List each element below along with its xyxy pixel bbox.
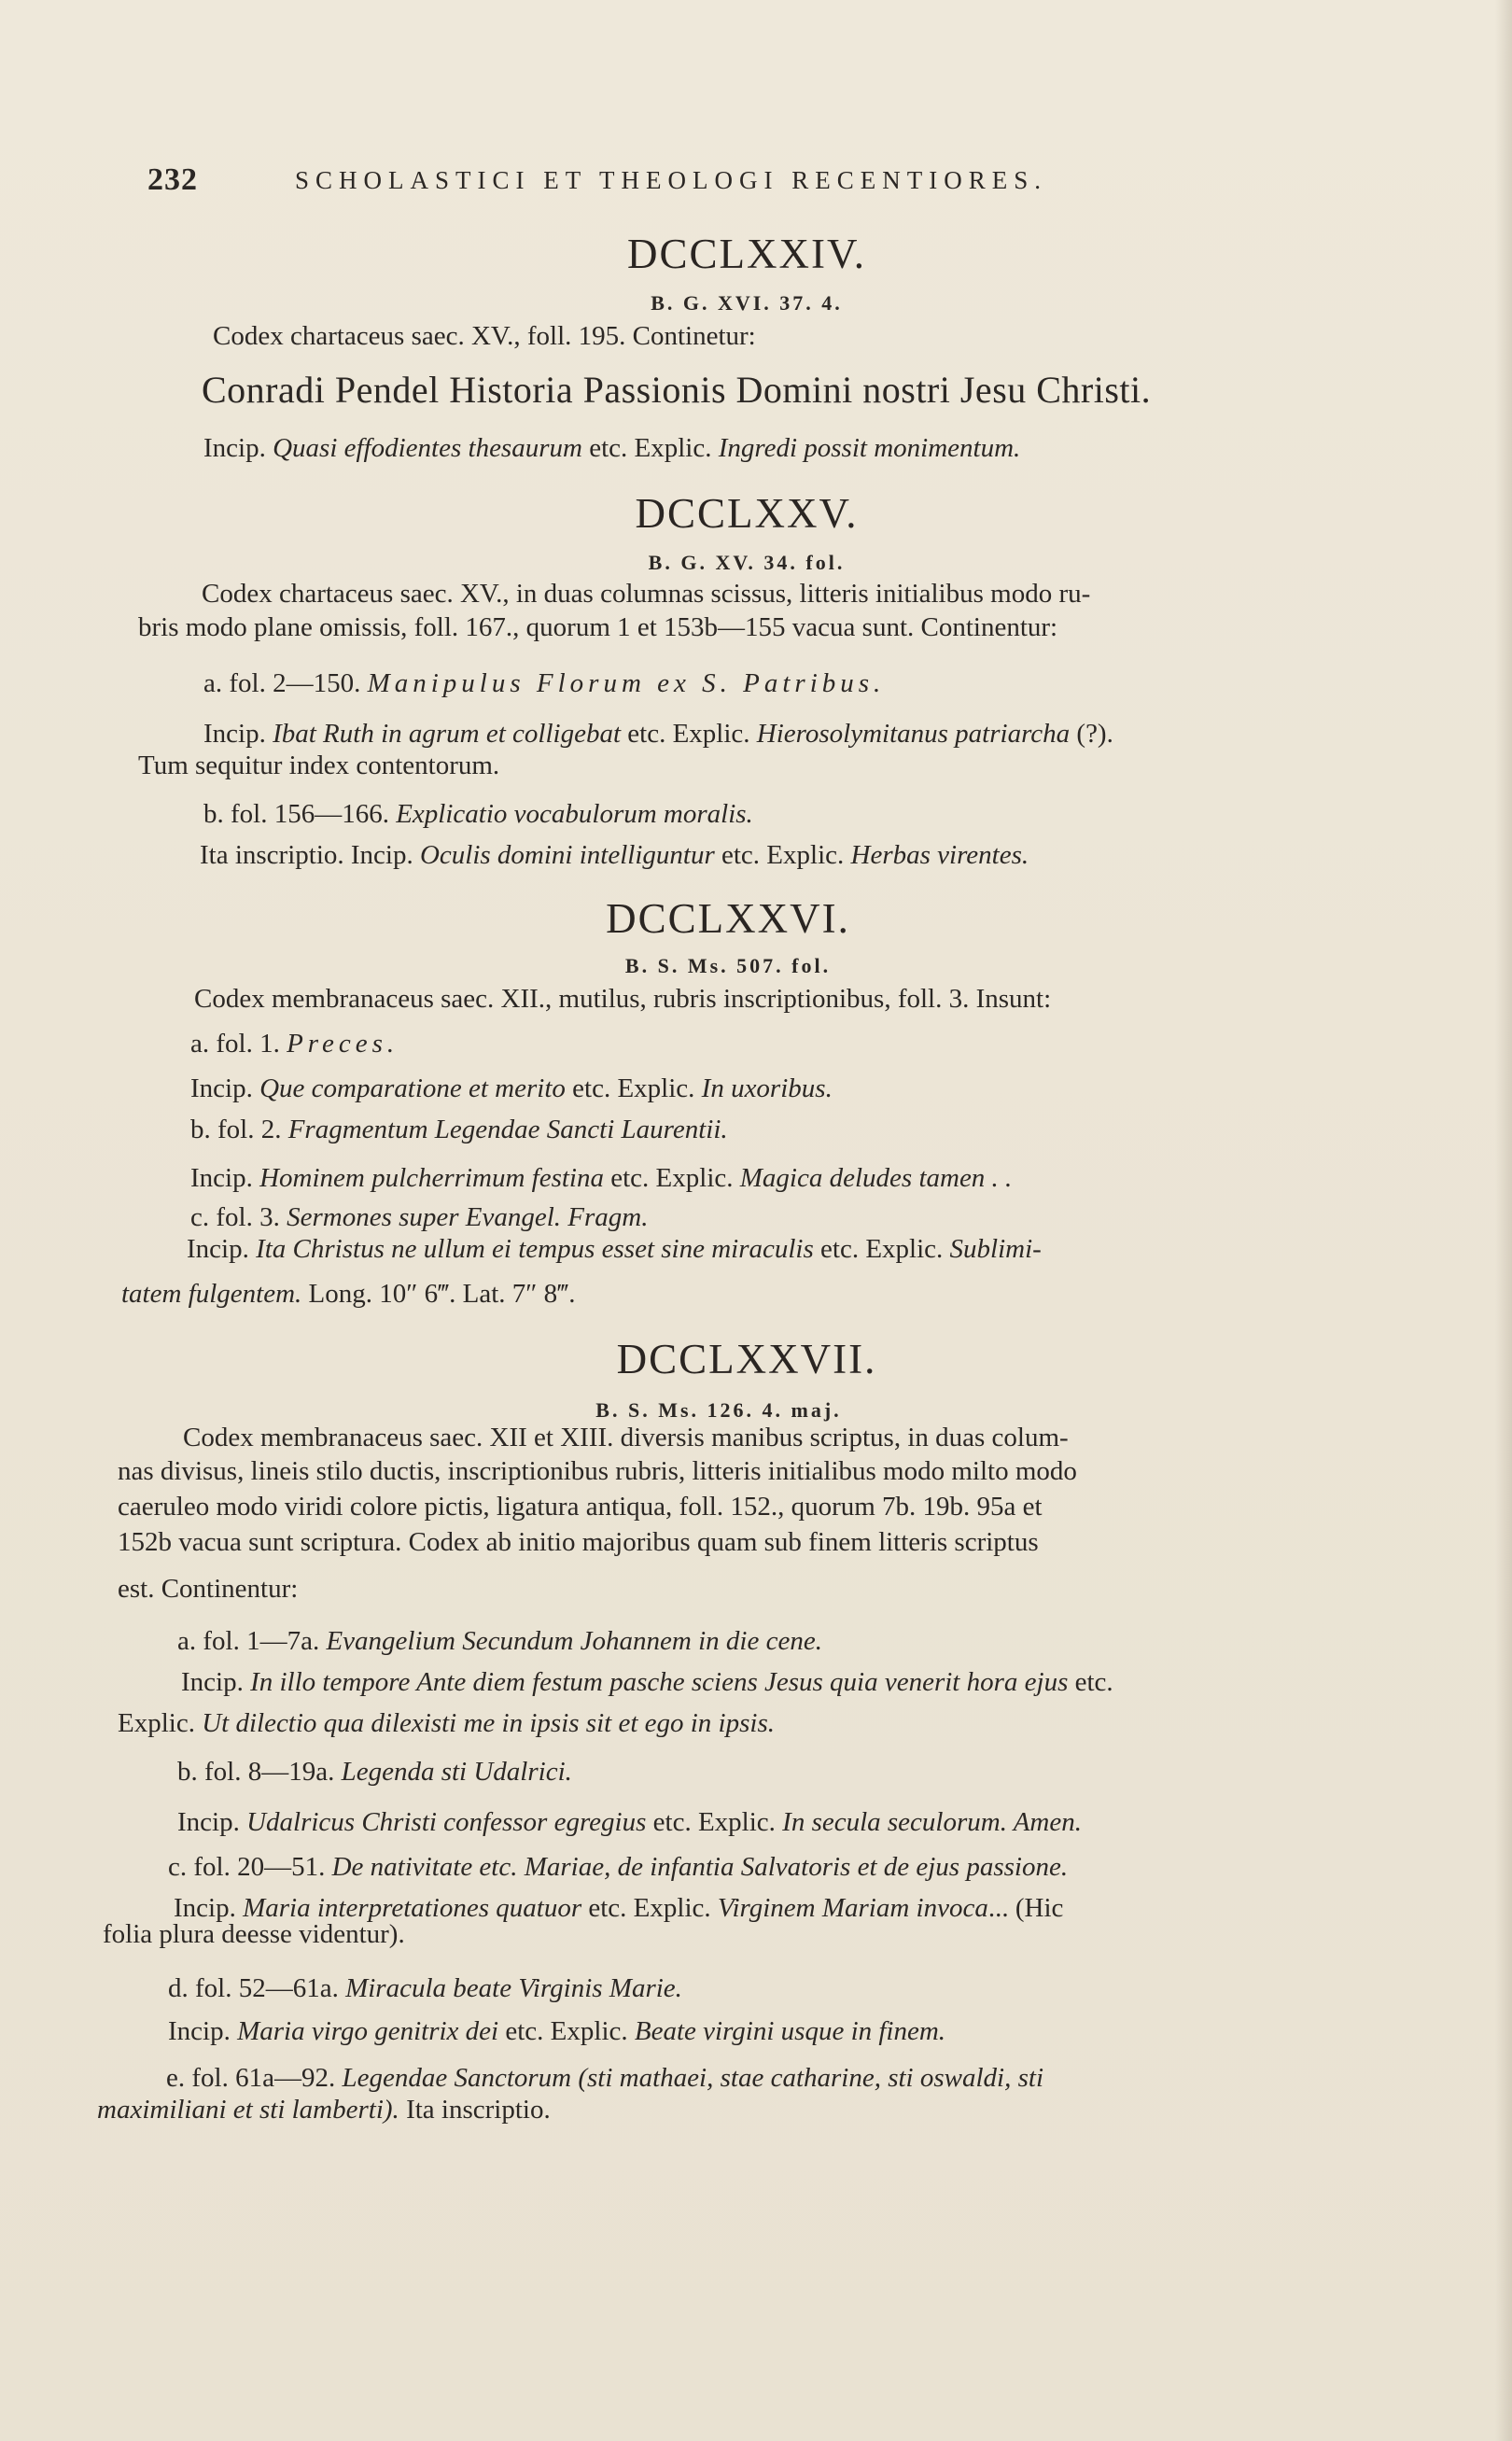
incipit-line: Incip. Maria interpretationes quatuor etc. Explic. Virginem Mariam invoca... (Hic — [174, 1893, 1064, 1923]
entry-line: bris modo plane omissis, foll. 167., quorum 1 et 153b—155 vacua sunt. Continentur: — [138, 612, 1058, 642]
section-line: a. fol. 1—7a. Evangelium Secundum Johannem in die cene. — [177, 1626, 822, 1656]
entry-line: Codex membranaceus saec. XII., mutilus, rubris inscriptionibus, foll. 3. Insunt: — [194, 984, 1052, 1014]
entry-line: maximiliani et sti lamberti). Ita inscriptio. — [97, 2095, 551, 2125]
shelfmark: B. G. XVI. 37. 4. — [651, 291, 843, 315]
section-line: b. fol. 8—19a. Legenda sti Udalrici. — [177, 1757, 572, 1787]
page-number: 232 — [147, 162, 198, 197]
incipit-line: Incip. Udalricus Christi confessor egregius etc. Explic. In secula seculorum. Amen. — [177, 1807, 1082, 1837]
entry-line: tatem fulgentem. Long. 10″ 6‴. Lat. 7″ 8‴. — [121, 1279, 576, 1309]
incipit-line: Incip. In illo tempore Ante diem festum pasche sciens Jesus quia venerit hora ejus etc. — [181, 1667, 1113, 1697]
page-edge-shadow — [1495, 0, 1512, 2441]
entry-line: Codex chartaceus saec. XV., foll. 195. Continetur: — [213, 321, 756, 351]
section-line: a. fol. 2—150. Manipulus Florum ex S. Patribus. — [203, 668, 886, 698]
incipit-line: Incip. Que comparatione et merito etc. Explic. In uxoribus. — [190, 1073, 833, 1103]
incipit-line: Incip. Quasi effodientes thesaurum etc. Explic. Ingredi possit monimentum. — [203, 433, 1021, 463]
section-line: b. fol. 156—166. Explicatio vocabulorum moralis. — [203, 799, 753, 829]
incipit-line: Incip. Ita Christus ne ullum ei tempus esset sine miraculis etc. Explic. Sublimi- — [187, 1234, 1042, 1264]
entry-line: nas divisus, lineis stilo ductis, inscriptionibus rubris, litteris initialibus modo milto modo — [118, 1456, 1077, 1486]
incipit-line: Incip. Hominem pulcherrimum festina etc. Explic. Magica deludes tamen . . — [190, 1163, 1013, 1193]
entry-line: Tum sequitur index contentorum. — [138, 751, 500, 780]
section-line: c. fol. 20—51. De nativitate etc. Mariae, de infantia Salvatoris et de ejus passione. — [168, 1852, 1069, 1882]
entry-line: Codex chartaceus saec. XV., in duas columnas scissus, litteris initialibus modo ru- — [202, 579, 1091, 609]
incipit-line: Incip. Maria virgo genitrix dei etc. Explic. Beate virgini usque in finem. — [168, 2016, 946, 2046]
incipit-line: Ita inscriptio. Incip. Oculis domini intelliguntur etc. Explic. Herbas virentes. — [200, 840, 1029, 870]
section-line: d. fol. 52—61a. Miracula beate Virginis Marie. — [168, 1973, 682, 2003]
section-line: b. fol. 2. Fragmentum Legendae Sancti Laurentii. — [190, 1115, 728, 1144]
shelfmark: B. G. XV. 34. fol. — [648, 551, 846, 574]
running-title: SCHOLASTICI ET THEOLOGI RECENTIORES. — [295, 166, 1047, 194]
entry-line: folia plura deesse videntur). — [103, 1919, 405, 1949]
entry-numeral: DCCLXXV. — [635, 490, 859, 537]
shelfmark: B. S. Ms. 126. 4. maj. — [595, 1398, 842, 1422]
entry-line: 152b vacua sunt scriptura. Codex ab initio majoribus quam sub finem litteris scriptus — [118, 1527, 1039, 1557]
entry-line: est. Continentur: — [118, 1574, 299, 1604]
section-line: c. fol. 3. Sermones super Evangel. Fragm. — [190, 1202, 649, 1232]
incipit-line: Incip. Ibat Ruth in agrum et colligebat etc. Explic. Hierosolymitanus patriarcha (?). — [203, 719, 1113, 749]
entry-line: caeruleo modo viridi colore pictis, ligatura antiqua, foll. 152., quorum 7b. 19b. 95a et — [118, 1492, 1043, 1522]
entry-numeral: DCCLXXVII. — [616, 1336, 877, 1382]
work-title: Conradi Pendel Historia Passionis Domini nostri Jesu Christi. — [202, 369, 1152, 411]
explicit-line: Explic. Ut dilectio qua dilexisti me in ipsis sit et ego in ipsis. — [118, 1708, 775, 1738]
entry-line: Codex membranaceus saec. XII et XIII. diversis manibus scriptus, in duas colum- — [183, 1423, 1069, 1452]
section-line: e. fol. 61a—92. Legendae Sanctorum (sti mathaei, stae catharine, sti oswaldi, sti — [166, 2063, 1044, 2093]
entry-numeral: DCCLXXVI. — [606, 895, 850, 942]
entry-numeral: DCCLXXIV. — [627, 231, 866, 277]
shelfmark: B. S. Ms. 507. fol. — [624, 954, 832, 977]
section-line: a. fol. 1. Preces. — [190, 1029, 399, 1059]
